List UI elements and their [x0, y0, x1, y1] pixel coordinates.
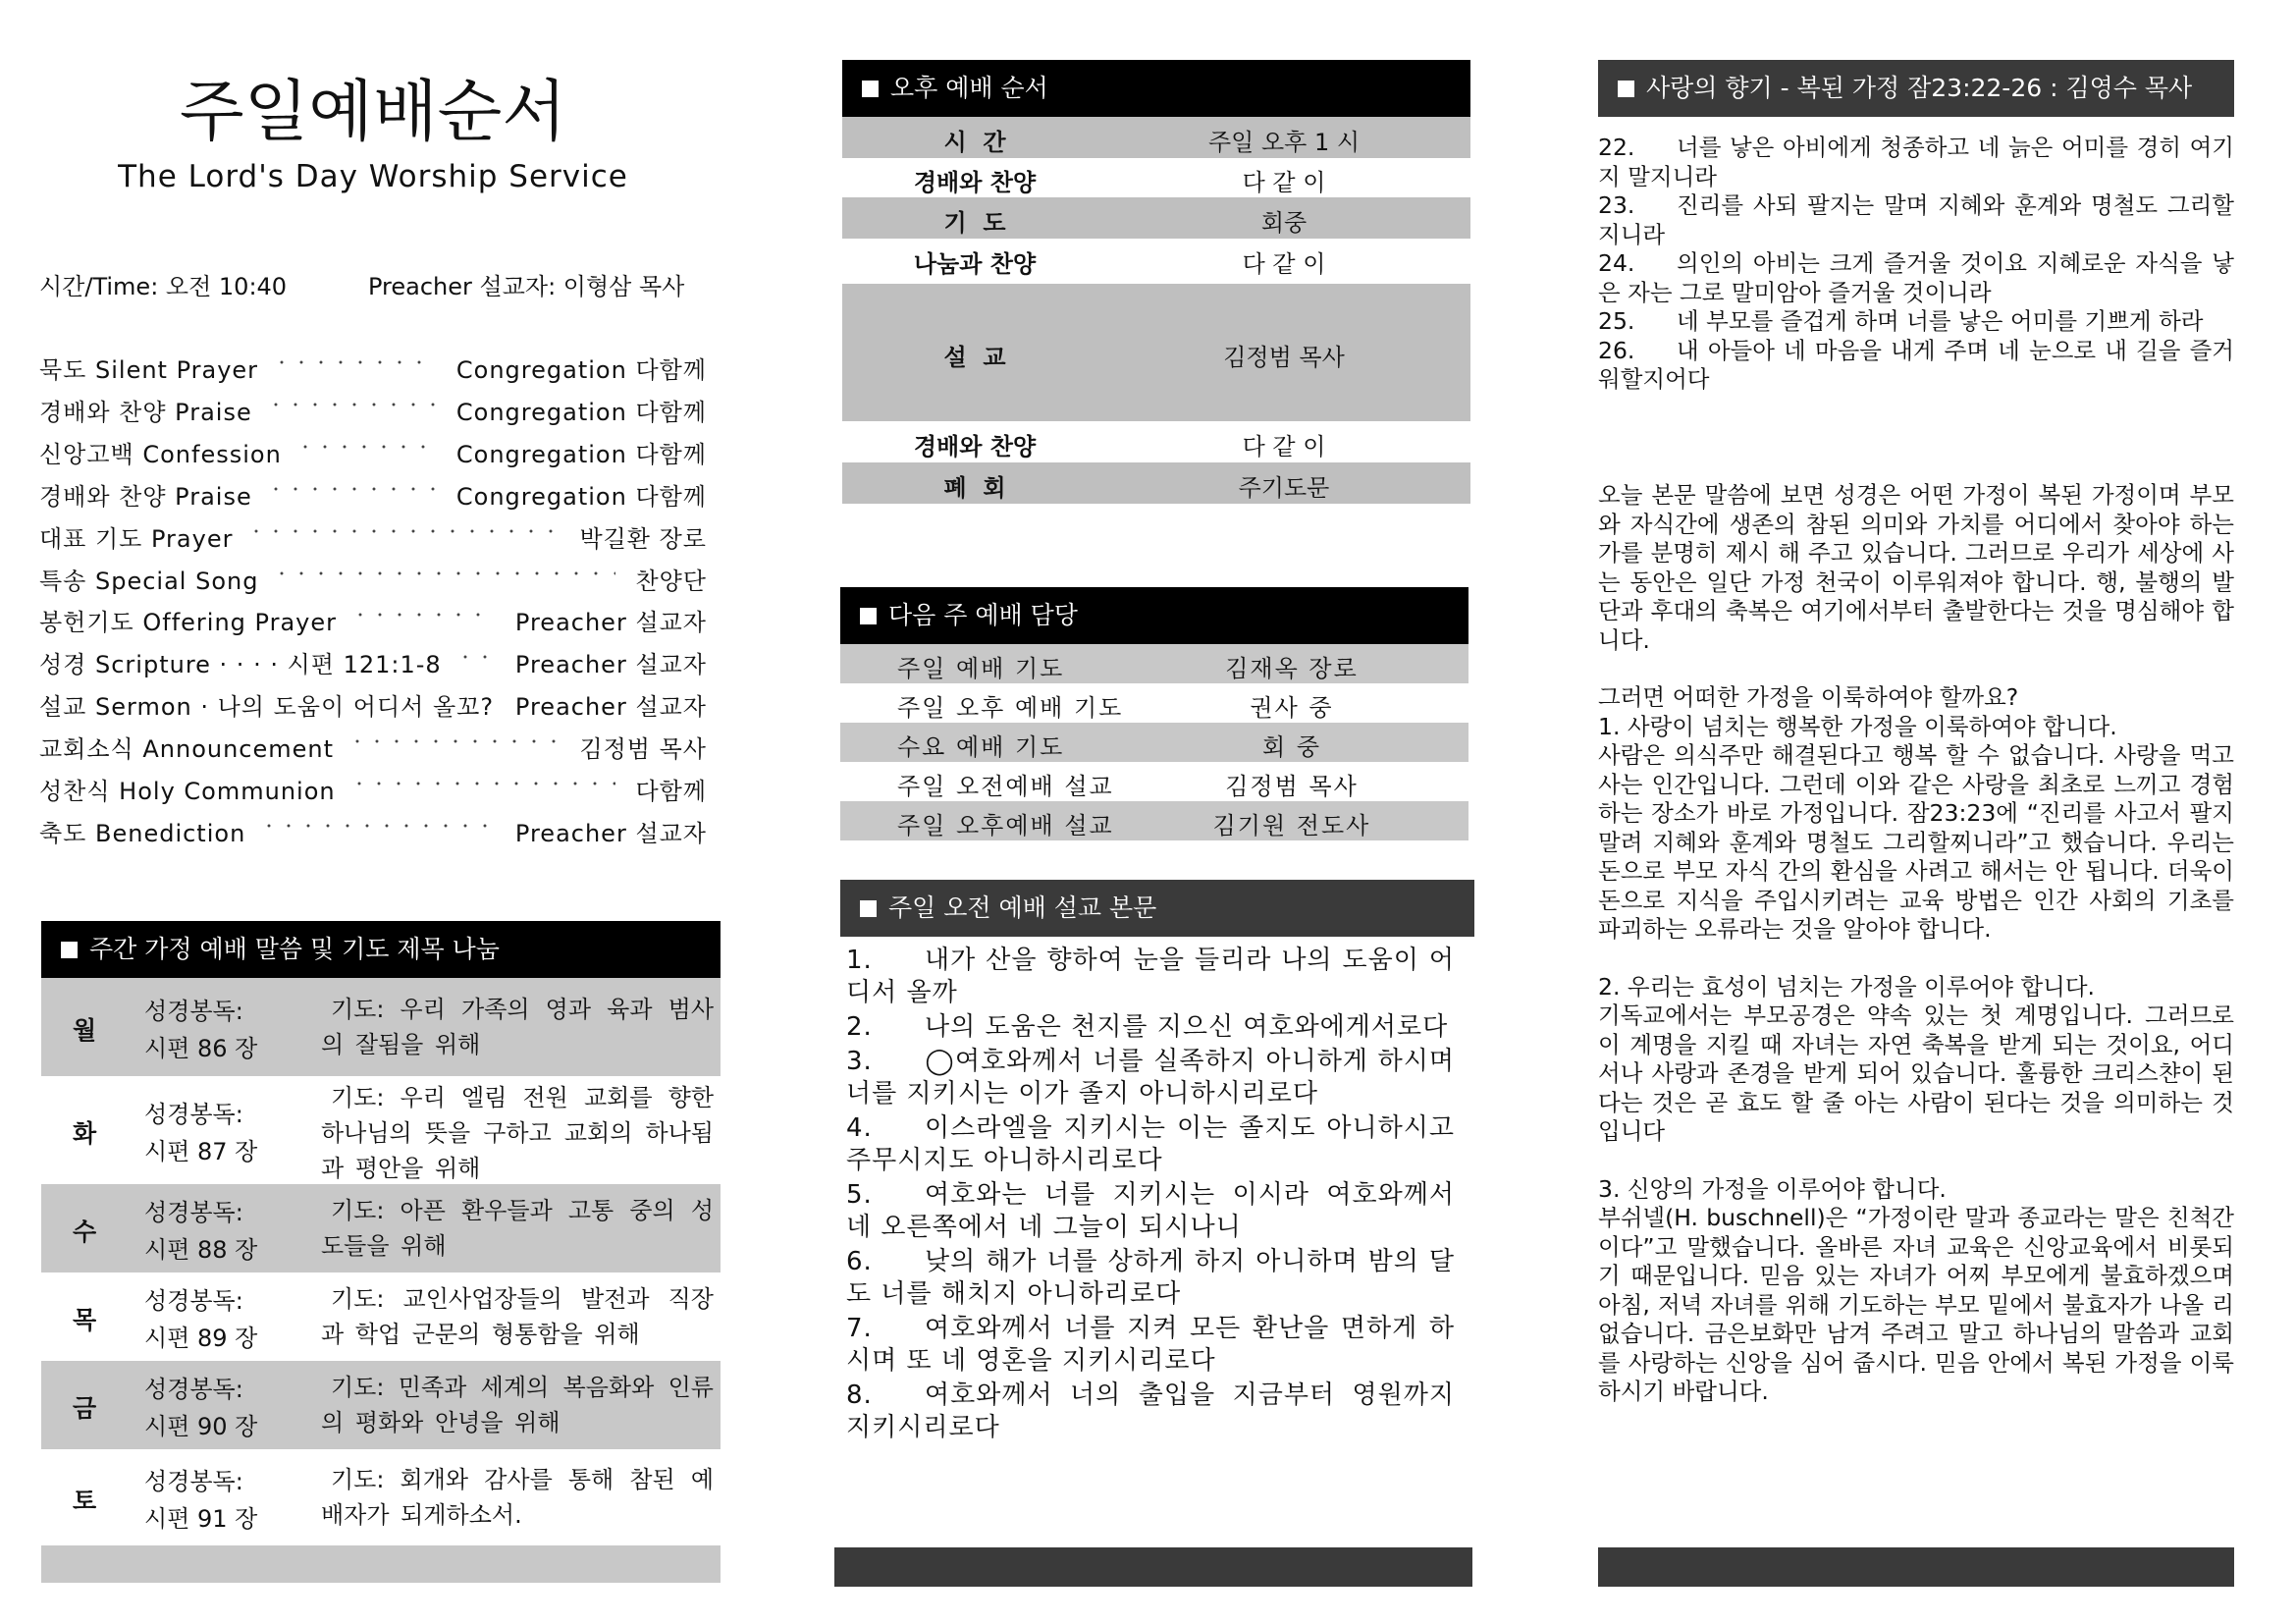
weekly-row	[41, 1361, 721, 1449]
verse-text: 내 아들아 네 마음을 내게 주며 네 눈으로 내 길을 즐거워할지어다	[1598, 336, 2234, 393]
weekly-reading-label: 성경봉독:	[144, 1287, 243, 1315]
afternoon-row	[842, 117, 1470, 158]
weekly-day: 목	[73, 1306, 97, 1334]
next-week-value: 권사 중	[1250, 694, 1334, 722]
order-item	[39, 603, 707, 637]
leader-dots	[295, 445, 437, 449]
weekly-psalm: 시편 89 장	[144, 1325, 258, 1352]
leader-dots	[455, 655, 496, 659]
order-item-who: Preacher 설교자	[509, 687, 707, 722]
verse-number: 26.	[1598, 336, 1635, 364]
leader-dots	[349, 782, 615, 785]
leader-dots	[272, 571, 615, 575]
weekly-reading-label: 성경봉독:	[144, 1376, 243, 1403]
order-item	[39, 435, 707, 466]
verse-number: 8.	[846, 1380, 873, 1410]
next-week-value: 김재옥 장로	[1225, 655, 1359, 682]
leader-dots	[266, 403, 437, 406]
verse-text: 여호와께서 너를 지켜 모든 환난을 면하게 하시며 또 네 영혼을 지키시리로다	[846, 1314, 1455, 1376]
afternoon-row	[842, 158, 1470, 197]
essay-header: 사랑의 향기 - 복된 가정 잠23:22-26 : 김영수 목사	[1598, 60, 2234, 117]
weekly-psalm: 시편 86 장	[144, 1035, 258, 1062]
afternoon-value: 회중	[1260, 209, 1308, 237]
weekly-psalm: 시편 87 장	[144, 1138, 258, 1165]
weekly-day: 화	[73, 1119, 97, 1148]
section-2-title: 2. 우리는 효성이 넘치는 가정을 이루어야 합니다.	[1598, 972, 2096, 1001]
psalm-verse	[846, 945, 1455, 1009]
afternoon-label: 경배와 찬양	[913, 433, 1037, 460]
weekly-row	[41, 1449, 721, 1545]
order-item-who: Preacher 설교자	[509, 603, 707, 637]
page-title: 주일예배순서	[179, 74, 567, 151]
weekly-day: 수	[73, 1218, 97, 1246]
psalm-verse	[846, 1313, 1455, 1378]
verse-number: 6.	[846, 1247, 873, 1276]
afternoon-label: 폐 회	[943, 474, 1006, 502]
verse-text: 진리를 사되 팔지는 말며 지혜와 훈계와 명철도 그리할지니라	[1598, 191, 2234, 248]
order-item	[39, 393, 707, 424]
order-item-name: 경배와 찬양 Praise	[39, 398, 252, 426]
proverbs-verse	[1598, 307, 2234, 337]
weekly-prayer: 기도: 민족과 세계의 복음화와 인류의 평화와 안녕을 위해	[321, 1374, 714, 1436]
weekly-psalm: 시편 91 장	[144, 1505, 258, 1533]
order-item-name: 신앙고백 Confession	[39, 440, 282, 468]
weekly-reading-label: 성경봉독:	[144, 1199, 243, 1226]
order-item-name: 성경 Scripture · · · · 시편 121:1-8	[39, 651, 442, 679]
psalm-verse	[846, 1380, 1455, 1444]
order-item-name: 축도 Benediction	[39, 819, 246, 847]
weekly-prayer: 기도: 교인사업장들의 발전과 직장과 학업 군문의 형통함을 위해	[321, 1285, 714, 1348]
verse-text: 내가 산을 향하여 눈을 들리라 나의 도움이 어디서 올까	[846, 946, 1455, 1007]
order-item-name: 묵도 Silent Prayer	[39, 356, 259, 384]
order-item-who: 다함께	[629, 772, 707, 806]
verse-number: 3.	[846, 1047, 873, 1076]
proverbs-verse	[1598, 134, 2234, 191]
bottom-bar	[1598, 1547, 2234, 1587]
next-week-value: 김기원 전도사	[1212, 812, 1371, 839]
afternoon-label: 나눔과 찬양	[913, 250, 1037, 278]
section-1-title: 1. 사랑이 넘치는 행복한 가정을 이룩하여야 합니다.	[1598, 712, 2117, 740]
leader-dots	[266, 487, 437, 491]
order-item-name: 경배와 찬양 Praise	[39, 482, 252, 511]
order-item-who: Congregation 다함께	[451, 435, 707, 469]
verse-text: 낮의 해가 너를 상하게 하지 아니하며 밤의 달도 너를 해치지 아니하리로다	[846, 1247, 1455, 1309]
order-item	[39, 730, 707, 764]
order-item	[39, 562, 707, 593]
afternoon-value: 다 같 이	[1242, 250, 1326, 278]
proverbs-verse-list	[1598, 134, 2234, 395]
verse-text: ◯여호와께서 너를 실족하지 아니하게 하시며 너를 지키시는 이가 졸지 아니하시리로다	[846, 1047, 1455, 1109]
order-item	[39, 687, 707, 722]
psalm-verse-list	[846, 945, 1455, 1446]
order-item	[39, 519, 707, 551]
psalm-verse	[846, 1046, 1455, 1110]
weekly-prayer: 기도: 아픈 환우들과 고통 중의 성도들을 위해	[321, 1197, 714, 1260]
weekly-row	[41, 1184, 721, 1272]
next-week-row	[840, 644, 1468, 683]
psalm-verse	[846, 1246, 1455, 1311]
verse-number: 5.	[846, 1180, 873, 1210]
order-item	[39, 772, 707, 803]
afternoon-label: 시 간	[943, 129, 1006, 156]
order-item-name: 특송 Special Song	[39, 567, 259, 595]
verse-number: 4.	[846, 1113, 873, 1143]
order-item-who: Preacher 설교자	[509, 645, 707, 679]
weekly-day: 월	[73, 1016, 97, 1045]
order-item-who: Congregation 다함께	[451, 477, 707, 512]
order-item-who: Congregation 다함께	[451, 351, 707, 385]
essay-question: 그러면 어떠한 가정을 이룩하여야 할까요?	[1598, 683, 2019, 711]
section-2-body: 기독교에서는 부모공경은 약속 있는 첫 계명입니다. 그러므로 이 계명을 지킬 때 자녀는 자연 축복을 받게 되는 것이요, 어디서나 사랑과 존경을 받게 되어 있습니다. 훌륭한 크리스챤이 된다는 것은 곧 효도 할 줄 아는 사람이 된다는 것을 의미하는 것입니다	[1598, 1001, 2234, 1145]
weekly-row	[41, 1076, 721, 1184]
sermon-text-header: 주일 오전 예배 설교 본문	[840, 880, 1474, 937]
afternoon-header: 오후 예배 순서	[842, 60, 1470, 117]
essay-intro: 오늘 본문 말씀에 보면 성경은 어떤 가정이 복된 가정이며 부모와 자식간에 생존의 참된 의미와 가치를 어디에서 찾아야 하는가를 분명히 제시 해 주고 있습니다. 그러므로 우리가 세상에 사는 동안은 일단 가정 천국이 이루워져야 합니다. 행, 불행의 발단과 후대의 축복은 여기에서부터 출발한다는 것을 명심해야 합니다.	[1598, 481, 2234, 654]
order-item-name: 봉헌기도 Offering Prayer	[39, 609, 337, 637]
service-preacher: Preacher 설교자: 이형삼 목사	[368, 273, 685, 300]
page-subtitle: The Lord's Day Worship Service	[118, 159, 628, 194]
order-item-who: Congregation 다함께	[451, 393, 707, 427]
order-item-name: 대표 기도 Prayer	[39, 524, 234, 553]
bottom-bar	[41, 1545, 721, 1583]
verse-number: 7.	[846, 1314, 873, 1343]
verse-number: 22.	[1598, 134, 1635, 161]
section-1-body: 사람은 의식주만 해결된다고 행복 할 수 없습니다. 사랑을 먹고 사는 인간입니다. 그런데 이와 같은 사랑을 최초로 느끼고 경험하는 장소가 바로 가정입니다. 잠23:23에 “진리를 사고서 팔지 말려 지혜와 훈계와 명철도 그리할찌니라”고 했습니다. 우리는 돈으로 부모 자식 간의 환심을 사려고 해서는 안 됩니다. 더욱이 돈으로 지식을 주입시키려는 교육 방법은 인간 사회의 기초를 파괴하는 오류라는 것을 알아야 합니다.	[1598, 741, 2234, 943]
weekly-day: 토	[73, 1487, 97, 1515]
order-item-who: Preacher 설교자	[509, 814, 707, 848]
psalm-verse	[846, 1179, 1455, 1244]
next-week-label: 수요 예배 기도	[897, 733, 1065, 761]
order-item-name: 성찬식 Holy Communion	[39, 778, 336, 805]
afternoon-label: 설 교	[943, 344, 1006, 371]
afternoon-row	[842, 239, 1470, 280]
square-icon	[61, 942, 78, 958]
next-week-label: 주일 오전예배 설교	[897, 773, 1114, 800]
proverbs-verse	[1598, 191, 2234, 249]
order-item-who: 박길환 장로	[573, 519, 707, 554]
verse-number: 1.	[846, 946, 873, 975]
weekly-psalm: 시편 88 장	[144, 1236, 258, 1264]
verse-text: 나의 도움은 천지를 지으신 여호와에게서로다	[925, 1012, 1449, 1042]
order-item-who: 찬양단	[629, 562, 707, 596]
next-week-label: 주일 오후 예배 기도	[897, 694, 1124, 722]
verse-number: 25.	[1598, 307, 1635, 335]
order-item	[39, 477, 707, 509]
next-week-label: 주일 예배 기도	[897, 655, 1065, 682]
next-week-row	[840, 762, 1468, 801]
weekly-row	[41, 1272, 721, 1361]
leader-dots	[259, 824, 496, 828]
next-week-header: 다음 주 예배 담당	[840, 587, 1468, 644]
weekly-reading-label: 성경봉독:	[144, 1101, 243, 1128]
order-item-name: 교회소식 Announcement	[39, 735, 335, 764]
weekly-psalm: 시편 90 장	[144, 1413, 258, 1440]
next-week-row	[840, 683, 1468, 723]
psalm-verse	[846, 1112, 1455, 1177]
proverbs-verse	[1598, 249, 2234, 307]
section-3-title: 3. 신앙의 가정을 이루어야 합니다.	[1598, 1174, 1947, 1203]
afternoon-row	[842, 421, 1470, 462]
proverbs-verse	[1598, 337, 2234, 395]
weekly-prayer: 기도: 회개와 감사를 통해 참된 예배자가 되게하소서.	[321, 1466, 714, 1529]
leader-dots	[347, 739, 560, 743]
square-icon	[1618, 81, 1634, 97]
order-item	[39, 351, 707, 382]
leader-dots	[272, 360, 437, 364]
afternoon-value: 다 같 이	[1242, 433, 1326, 460]
square-icon	[860, 900, 877, 917]
verse-text: 네 부모를 즐겁게 하며 너를 낳은 어미를 기쁘게 하라	[1677, 307, 2204, 335]
verse-number: 2.	[846, 1012, 873, 1042]
essay-body	[1598, 481, 2234, 1407]
psalm-verse	[846, 1011, 1455, 1044]
order-item	[39, 814, 707, 845]
square-icon	[862, 81, 879, 97]
next-week-value: 김정범 목사	[1225, 773, 1359, 800]
afternoon-value: 주일 오후 1 시	[1207, 129, 1361, 156]
afternoon-label: 경배와 찬양	[913, 169, 1037, 196]
afternoon-row	[842, 284, 1470, 421]
weekly-reading-label: 성경봉독:	[144, 1468, 243, 1495]
next-week-value: 회 중	[1262, 733, 1321, 761]
verse-number: 23.	[1598, 191, 1635, 219]
verse-number: 24.	[1598, 249, 1635, 277]
afternoon-label: 기 도	[943, 209, 1006, 237]
next-week-row	[840, 723, 1468, 762]
weekly-header: 주간 가정 예배 말씀 및 기도 제목 나눔	[41, 921, 721, 978]
verse-text: 이스라엘을 지키시는 이는 졸지도 아니하시고 주무시지도 아니하시리로다	[846, 1113, 1455, 1175]
square-icon	[860, 608, 877, 624]
weekly-row	[41, 978, 721, 1076]
leader-dots	[246, 529, 560, 533]
weekly-prayer: 기도: 우리 엘림 전원 교회를 향한 하나님의 뜻을 구하고 교회의 하나됨과 평안을 위해	[321, 1084, 714, 1182]
afternoon-row	[842, 462, 1470, 504]
next-week-row	[840, 801, 1468, 840]
service-time: 시간/Time: 오전 10:40	[39, 273, 288, 300]
verse-text: 여호와는 너를 지키시는 이시라 여호와께서 네 오른쪽에서 네 그늘이 되시나니	[846, 1180, 1455, 1242]
weekly-reading-label: 성경봉독:	[144, 998, 243, 1025]
afternoon-value: 다 같 이	[1242, 169, 1326, 196]
verse-text: 너를 낳은 아비에게 청종하고 네 늙은 어미를 경히 여기지 말지니라	[1598, 134, 2234, 190]
order-item-name: 설교 Sermon · 나의 도움이 어디서 올꼬?	[39, 693, 495, 722]
bottom-bar	[834, 1547, 1472, 1587]
verse-text: 의인의 아비는 크게 즐거울 것이요 지혜로운 자식을 낳은 자는 그로 말미암아 즐거울 것이니라	[1598, 249, 2234, 306]
afternoon-value: 주기도문	[1238, 474, 1330, 502]
leader-dots	[350, 613, 496, 617]
order-item	[39, 645, 707, 677]
verse-text: 여호와께서 너의 출입을 지금부터 영원까지 지키시리로다	[846, 1380, 1455, 1442]
afternoon-value: 김정범 목사	[1223, 344, 1345, 371]
afternoon-row	[842, 197, 1470, 239]
order-item-who: 김정범 목사	[573, 730, 707, 764]
weekly-prayer: 기도: 우리 가족의 영과 육과 범사의 잘됨을 위해	[321, 996, 714, 1058]
next-week-label: 주일 오후예배 설교	[897, 812, 1114, 839]
section-3-body: 부쉬넬(H. buschnell)은 “가정이란 말과 종교라는 말은 친척간이다”고 말했습니다. 올바른 자녀 교육은 신앙교육에서 비롯되기 때문입니다. 믿음 있는 자녀가 어찌 부모에게 불효하겠으며 아침, 저녁 자녀를 위해 기도하는 부모 밑에서 불효자가 나올 리 없습니다. 금은보화만 남겨 주려고 말고 하나님의 말씀과 교회를 사랑하는 신앙을 심어 줍시다. 믿음 안에서 복된 가정을 이룩하시기 바랍니다.	[1598, 1204, 2234, 1405]
weekly-day: 금	[73, 1394, 97, 1423]
